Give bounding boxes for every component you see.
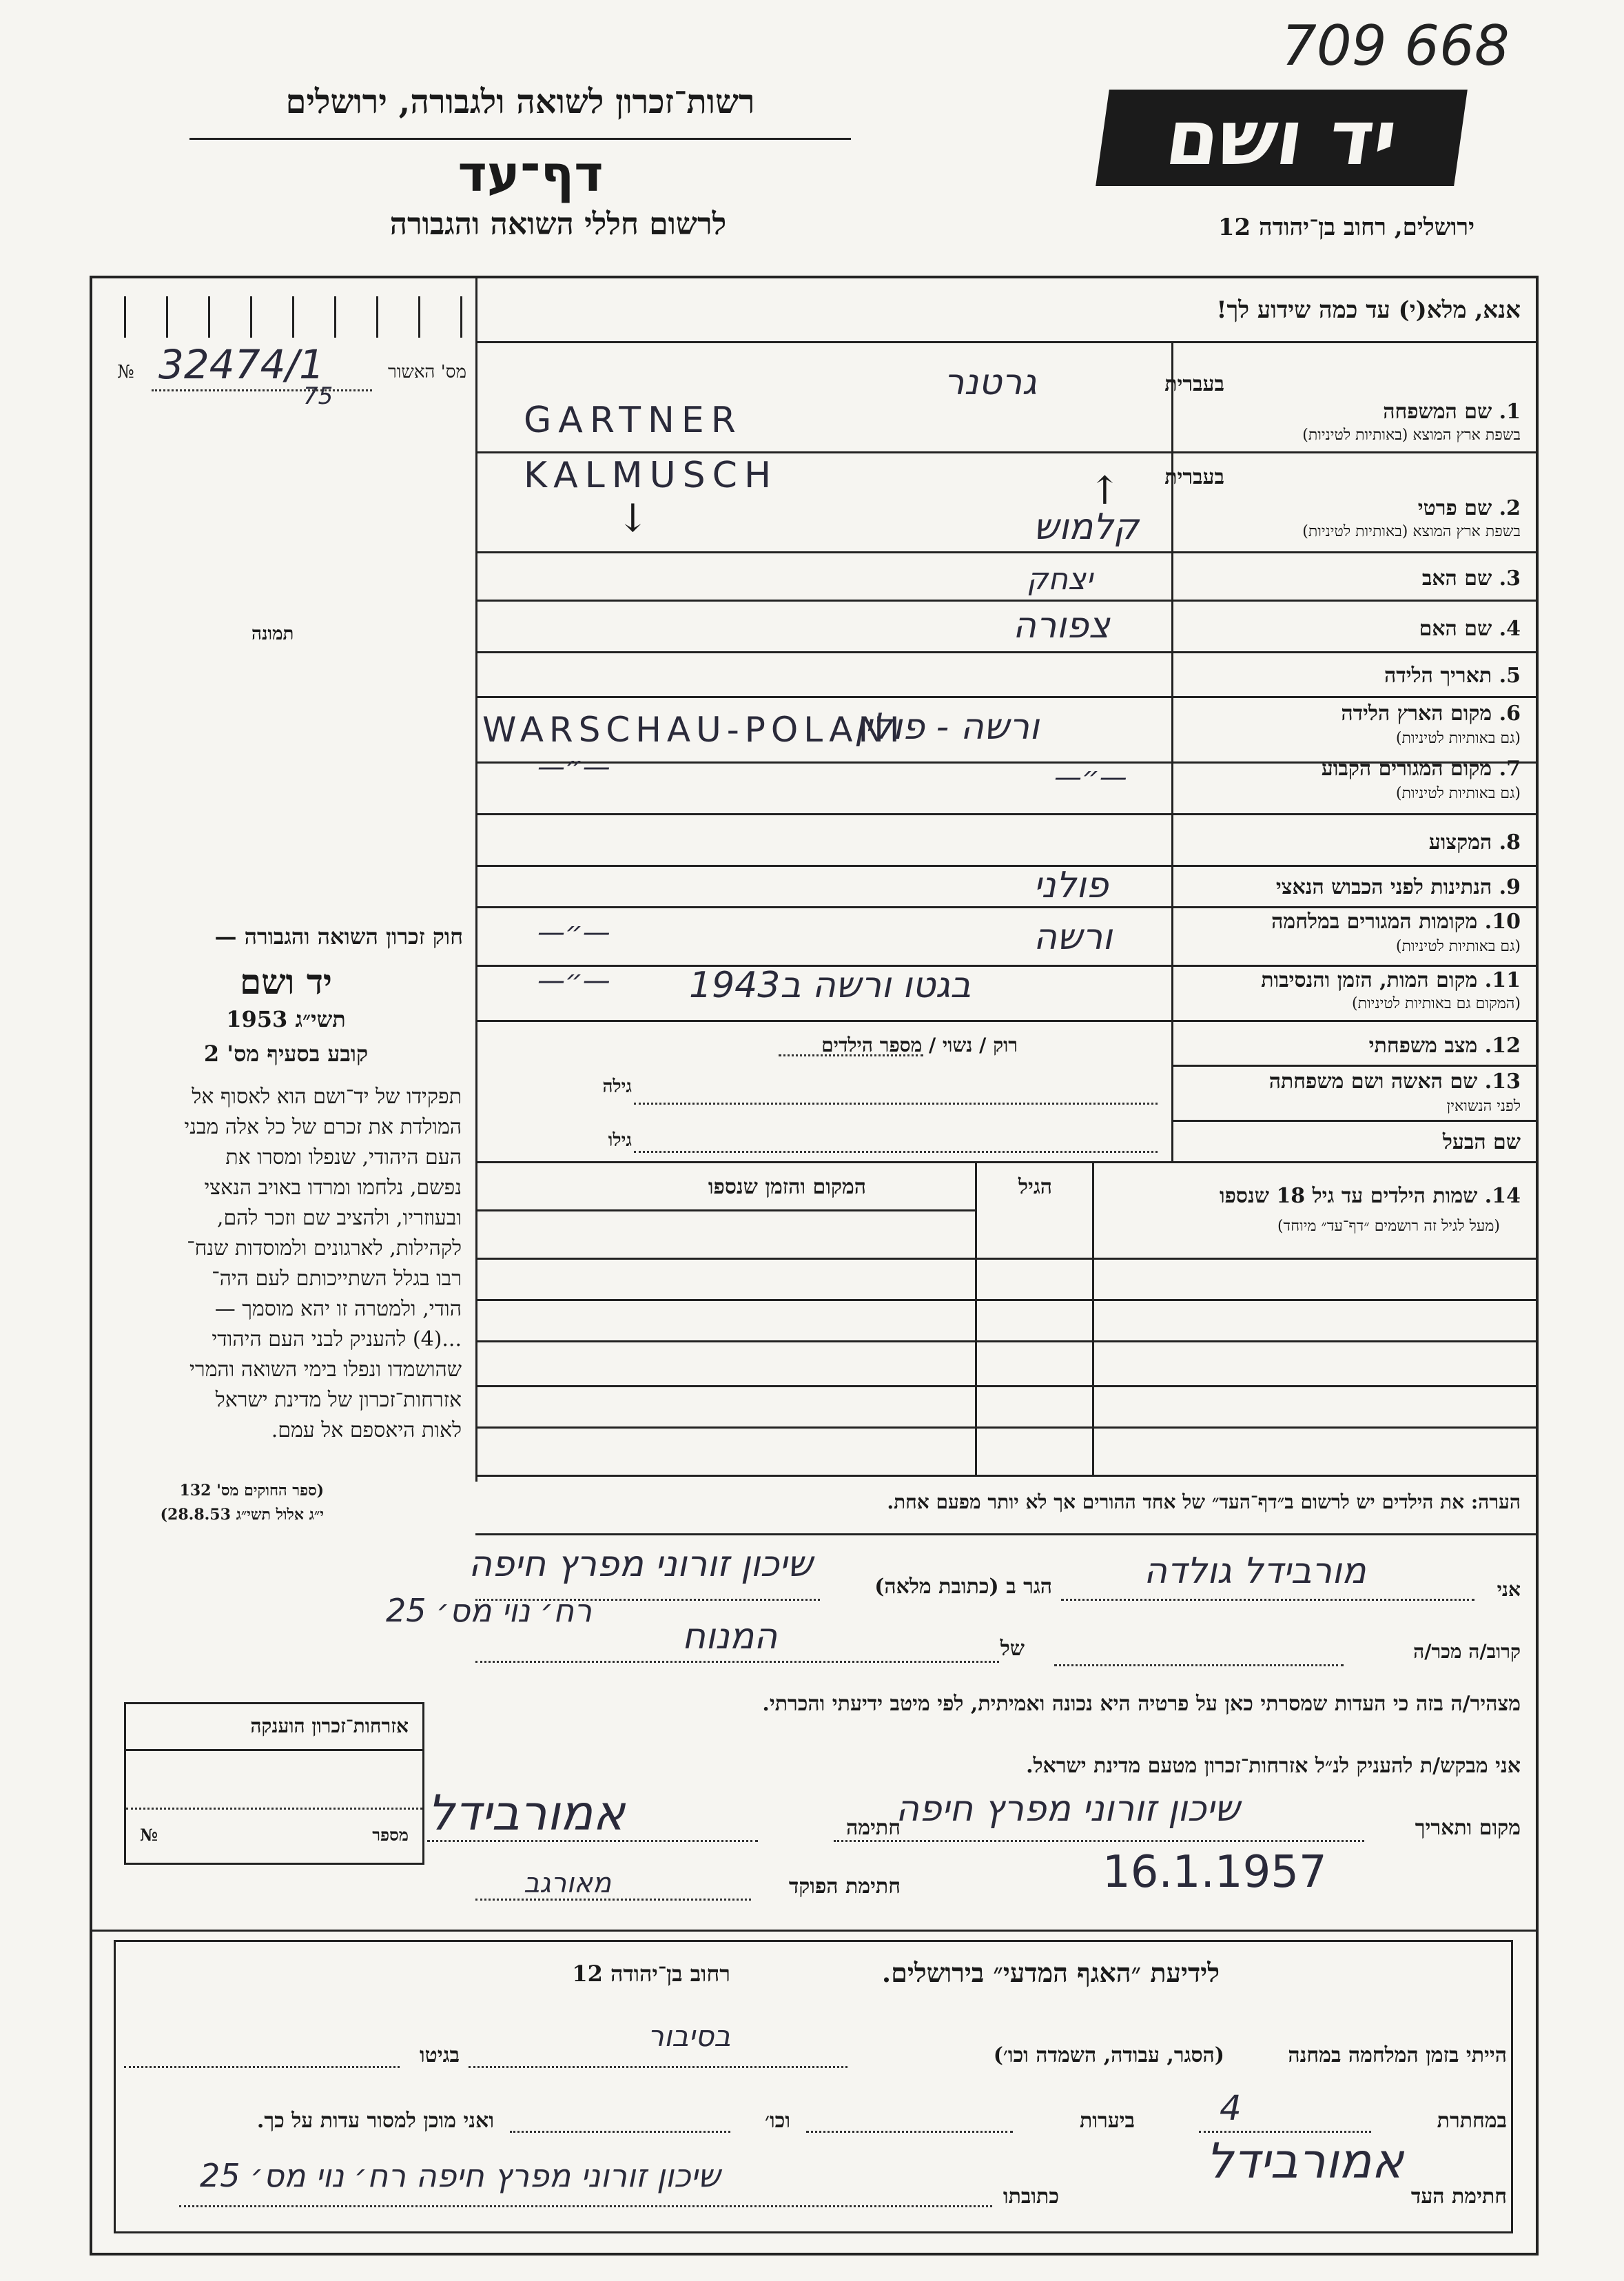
witness-sig-label: חתימת העד <box>1410 2185 1507 2209</box>
field-7-label: 7. מקום המגורים הקבוע <box>1321 757 1521 781</box>
approval-no-sign: № <box>117 362 134 382</box>
row-line-5 <box>475 696 1536 698</box>
camp-line <box>469 2066 847 2068</box>
field-5-label: 5. תאריך הלידה <box>1384 664 1521 688</box>
law-line: נפשם, נלחמו ומרדו באויב הנאצי <box>204 1176 462 1200</box>
row-line-3 <box>475 600 1536 602</box>
field-6-value-he: ורשה - פולין <box>854 706 1040 748</box>
ghetto-line <box>124 2066 400 2068</box>
wife-line <box>634 1103 1158 1105</box>
up-arrow-icon: ↑ <box>1089 469 1121 513</box>
label-column-divider <box>1171 341 1173 1161</box>
place-line <box>834 1840 1364 1842</box>
officer-value: מאורגב <box>524 1868 611 1899</box>
intro-divider <box>475 341 1536 343</box>
approval-label: מס' האשור <box>387 362 466 382</box>
underground-value: 4 <box>1220 2088 1242 2128</box>
children-head-line <box>475 1209 975 1211</box>
authority-underline <box>189 138 851 140</box>
law-line: שהושמדו ונפלו בימי השואה והמרי <box>189 1358 462 1382</box>
note-bottom-line <box>475 1533 1536 1535</box>
down-arrow-icon: ↓ <box>617 496 649 541</box>
law-line: המולדת את זכרם של כל אלה מבני <box>184 1115 462 1139</box>
law-reference-date: י״ג אלול תשי״ג 28.8.53) <box>160 1506 324 1524</box>
field-4-value: צפורה <box>1013 605 1110 646</box>
camp-label: הייתי בזמן המלחמה במחנה <box>1288 2043 1507 2067</box>
law-line: ...(4) להעניק לבני העם היהודי <box>212 1327 462 1351</box>
relative-label: קרוב/ה מכר/ה <box>1413 1640 1521 1663</box>
children-label: 14. שמות הילדים עד גיל 18 שנספו <box>1219 1184 1521 1208</box>
approval-value: 32474/1 <box>158 341 325 388</box>
ghetto-label: בגיטו <box>419 2043 460 2067</box>
citizenship-box-number: מספר <box>372 1825 409 1845</box>
field-11-value-he: בגטו ורשה ב1943 <box>689 965 972 1006</box>
row-line-1 <box>475 451 1536 453</box>
forests-label: ביערות <box>1079 2109 1135 2133</box>
children-note: הערה: את הילדים יש לרשום ב״דף־העד״ של אחד ההורים אך לא יותר מפעם אחת. <box>887 1491 1521 1513</box>
field-7-value-he: —״— <box>1054 761 1127 793</box>
signature-value: אמורבידל <box>427 1785 626 1841</box>
field-8-label: 8. המקצוע <box>1428 830 1521 855</box>
field-2-value-he: קלמוש <box>1034 507 1139 548</box>
law-line: אזרחות־זכרון של מדינת ישראל <box>215 1388 462 1412</box>
law-line: לקהילות, לארגונים ולמוסדות שנח־ <box>187 1236 462 1260</box>
photo-label: תמונה <box>251 624 294 644</box>
of-label: של <box>1000 1637 1025 1661</box>
archive-number: 709 668 <box>1282 14 1510 78</box>
i-value: מורבידל גולדה <box>1144 1551 1366 1592</box>
field-9-label: 9. הנתינות לפני הכבוש הנאצי <box>1275 875 1521 899</box>
officer-line <box>475 1899 751 1901</box>
camp-value: בסיבור <box>648 2019 731 2053</box>
note-top-line <box>475 1475 1536 1477</box>
row-line-9 <box>475 906 1536 908</box>
field-3-label: 3. שם האב <box>1421 566 1521 591</box>
field-13-label: 13. שם האשה ושם משפחתה <box>1268 1070 1521 1094</box>
field-10-value-he: ורשה <box>1034 917 1113 958</box>
camp-types: (הסגר, עבודה, השמדה וכו׳) <box>993 2043 1224 2067</box>
forests-line <box>806 2131 1013 2133</box>
field-6-value-latin: WARSCHAU-POLANI <box>482 710 905 750</box>
field-12-label: 12. מצב משפחתי <box>1368 1034 1521 1058</box>
approval-ticks <box>124 296 469 338</box>
field-13-extra1: גילה <box>602 1076 632 1097</box>
field-7-sub: (גם באותיות לטיניות) <box>1395 785 1521 802</box>
field-10-label: 10. מקומות המגורים במלחמה <box>1271 910 1521 934</box>
approval-suffix: 75 <box>303 382 333 410</box>
i-label: אני <box>1497 1578 1521 1601</box>
row-line-8 <box>475 865 1536 867</box>
children-row-1 <box>475 1258 1536 1260</box>
form-title: דף־עד <box>458 145 604 203</box>
date-value: 16.1.1957 <box>1102 1847 1327 1898</box>
field-6-label: 6. מקום הארץ הלידה <box>1341 702 1521 726</box>
request-text: אני מבקש/ת להעניק לנ״ל אזרחות־זכרון מטעם מדינת ישראל. <box>1026 1754 1521 1778</box>
law-line: רבו בגלל השתייכותם לעם היה־ <box>212 1267 462 1291</box>
field-9-value: פולני <box>1034 865 1109 906</box>
row-line-12 <box>1171 1065 1536 1067</box>
field-10-value-latin: —״— <box>537 917 610 948</box>
field-1-value-he: גרטנר <box>944 362 1037 403</box>
field-10-sub: (גם באותיות לטיניות) <box>1395 938 1521 955</box>
bottom-section-divider <box>90 1930 1536 1932</box>
law-year: תשי״ג 1953 <box>226 1006 346 1032</box>
address-value: רח׳ נוי מס׳ 25 <box>386 1592 592 1629</box>
etc-label: וכו׳ <box>765 2109 790 2133</box>
field-13-extra2: גילו <box>608 1130 632 1151</box>
row-line-14 <box>475 1161 1536 1163</box>
signature-line <box>427 1840 758 1842</box>
husband-line <box>634 1151 1158 1153</box>
children-col-age: הגיל <box>1018 1175 1052 1199</box>
row-line-13 <box>1171 1120 1536 1122</box>
place-value: שיכון זורוני מפרץ חיפה <box>896 1788 1240 1830</box>
field-1-value-latin: GARTNER <box>524 400 743 441</box>
row-line-11 <box>475 1020 1536 1022</box>
law-reference: (ספר החוקים מס' 132 <box>179 1482 324 1500</box>
field-12-extra: רוק / נשוי / מספר הילדים <box>821 1034 1018 1056</box>
of-line <box>475 1661 999 1663</box>
citizenship-box-title: אזרחות־זכרון הוענקה <box>250 1715 409 1737</box>
field-6-sub: (גם באותיות לטיניות) <box>1395 730 1521 747</box>
law-line: העם היהודי, שנפלו ומסרו את <box>225 1145 462 1169</box>
field-11-value-latin: —״— <box>537 965 610 996</box>
children-count-line <box>779 1054 923 1056</box>
of-value: המנוח <box>682 1616 778 1657</box>
citizenship-box-no-sign: № <box>140 1825 158 1845</box>
field-7-value-latin: —״— <box>537 751 610 783</box>
law-text <box>117 1082 462 1446</box>
law-name: יד ושם <box>240 961 332 1002</box>
law-line: ובעוזריו, ולהציב שם וזכר להם, <box>216 1206 462 1230</box>
hebrew-label-1: בעברית <box>1164 372 1224 396</box>
field-11-sub: (המקום גם באותיות לטיניות) <box>1352 995 1521 1012</box>
place-date-label: מקום ותאריך <box>1415 1816 1521 1840</box>
field-2-value-latin: KALMUSCH <box>524 455 779 496</box>
bottom-title: לידיעת ״האגף המדעי״ בירושלים. <box>881 1957 1220 1988</box>
row-line-10 <box>475 965 1536 967</box>
etc-line <box>510 2131 730 2133</box>
row-line-2 <box>475 551 1536 553</box>
field-1-label: 1. שם המשפחה <box>1383 400 1521 424</box>
field-2-sub: בשפת ארץ המוצא (באותיות לטיניות) <box>1302 523 1521 540</box>
law-title: חוק זכרון השואה והגבורה — <box>214 923 463 950</box>
resident-label: הגר ב (כתובת מלאה) <box>874 1575 1052 1599</box>
law-line: לאות היאספם אל עמם. <box>271 1418 462 1442</box>
relative-line <box>1054 1664 1344 1666</box>
resident-value: שיכון זורוני מפרץ חיפה <box>469 1544 813 1585</box>
bottom-address: רחוב בן־יהודה 12 <box>572 1961 730 1987</box>
underground-label: במחתרת <box>1437 2109 1507 2133</box>
witness-address-line <box>179 2205 992 2207</box>
address-label: כתובתו <box>1003 2185 1059 2209</box>
i-line <box>1061 1599 1474 1601</box>
witness-sig-value: אמורבידל <box>1206 2133 1404 2189</box>
law-section: קובע בסעיף מס' 2 <box>203 1041 369 1067</box>
children-row-5 <box>475 1426 1536 1429</box>
field-1-sub: בשפת ארץ המוצא (באותיות לטיניות) <box>1302 427 1521 444</box>
officer-label: חתימת הפוקד <box>788 1874 901 1899</box>
law-line: תפקידו של יד־ושם הוא לאסוף אל <box>192 1085 462 1109</box>
witness-address-value: שיכון זורוני מפרץ חיפה רח׳ נוי מס׳ 25 <box>200 2157 721 2194</box>
children-row-2 <box>475 1299 1536 1301</box>
field-13-sub: לפני הנשואין <box>1446 1098 1521 1115</box>
yad-vashem-logo <box>1096 90 1468 186</box>
field-2-label: 2. שם פרטי <box>1417 496 1521 520</box>
children-row-4 <box>475 1385 1536 1387</box>
field-11-label: 11. מקום המות, הזמן והנסיבות <box>1261 968 1521 992</box>
declaration-text: מצהיר/ה בזה כי העדות שמסרתי כאן על פרטיה היא נכונה ואמיתית, לפי מיטב ידיעתי והכרתי. <box>762 1692 1521 1716</box>
header-address: ירושלים, רחוב בן־יהודה 12 <box>1217 214 1474 241</box>
field-3-value: יצחק <box>1027 562 1093 597</box>
children-row-3 <box>475 1340 1536 1342</box>
husband-label: שם הבעל <box>1442 1130 1521 1154</box>
hebrew-label-2: בעברית <box>1164 465 1224 489</box>
law-line: הודי, ולמטרה זו יהא מוסמך — <box>214 1297 462 1321</box>
approval-line <box>152 389 372 391</box>
form-intro: אנא, מלא(י) עד כמה שידוע לך! <box>1216 296 1521 324</box>
row-line-4 <box>475 651 1536 653</box>
authority-name: רשות־זכרון לשואה ולגבורה, ירושלים <box>285 83 755 121</box>
citizenship-box <box>124 1702 424 1865</box>
children-sub: (מעל לגיל זה רושמים ״דף־עד״ מיוחד) <box>1277 1218 1500 1235</box>
willing-text: ואני מוכן למסור עדות על כך. <box>256 2109 494 2133</box>
children-col-place: המקום והזמן שנספו <box>708 1175 866 1199</box>
form-subtitle: לרשום חללי השואה והגבורה <box>389 207 727 242</box>
signature-label: חתימה <box>846 1816 901 1840</box>
logo-text: יד ושם <box>1160 94 1403 182</box>
row-line-7 <box>475 813 1536 815</box>
field-4-label: 4. שם האם <box>1419 617 1521 641</box>
